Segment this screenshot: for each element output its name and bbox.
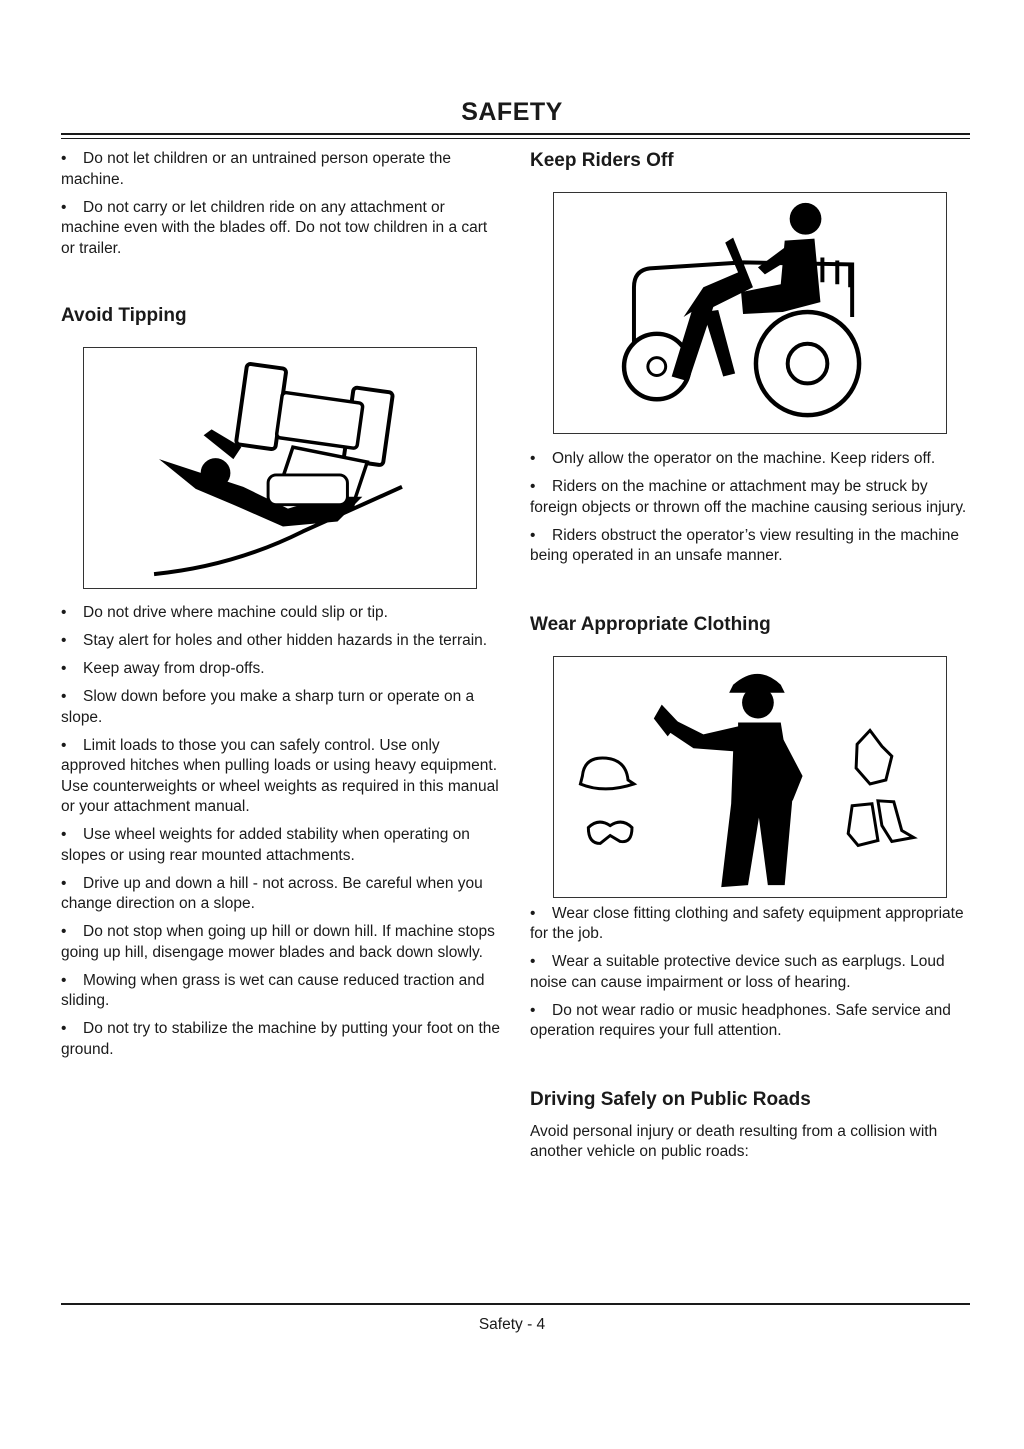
list-item: • Use wheel weights for added stability when operating on slopes or using rear mounted attachments. bbox=[61, 825, 501, 866]
avoid-tipping-illustration bbox=[83, 347, 477, 589]
list-item: • Drive up and down a hill - not across. Be careful when you change direction on a slope. bbox=[61, 874, 501, 915]
page-title: SAFETY bbox=[461, 98, 563, 126]
tractor-rider-icon bbox=[554, 193, 946, 433]
intro-bullet-list bbox=[61, 149, 501, 259]
tipping-tractor-icon bbox=[84, 348, 476, 588]
public-roads-heading: Driving Safely on Public Roads bbox=[530, 1088, 811, 1110]
keep-riders-off-bullet-list bbox=[530, 449, 970, 567]
keep-riders-off-heading: Keep Riders Off bbox=[530, 150, 674, 171]
avoid-tipping-bullet-list bbox=[61, 603, 501, 1060]
wear-clothing-heading: Wear Appropriate Clothing bbox=[530, 613, 771, 635]
list-item: • Only allow the operator on the machine. Keep riders off. bbox=[530, 449, 970, 470]
title-divider bbox=[61, 133, 970, 139]
list-item: • Do not drive where machine could slip or tip. bbox=[61, 603, 501, 624]
list-item: • Stay alert for holes and other hidden hazards in the terrain. bbox=[61, 631, 501, 652]
list-item: • Keep away from drop-offs. bbox=[61, 659, 501, 680]
public-roads-paragraph: Avoid personal injury or death resulting from a collision with another vehicle on public roads: bbox=[530, 1122, 938, 1160]
list-item: • Do not wear radio or music headphones. Safe service and operation requires your full attention. bbox=[530, 1001, 970, 1042]
left-column bbox=[61, 149, 501, 1068]
keep-riders-off-illustration bbox=[553, 192, 947, 434]
list-item: • Riders on the machine or attachment may be struck by foreign objects or thrown off the machine causing serious injury. bbox=[530, 477, 970, 518]
list-item: • Mowing when grass is wet can cause reduced traction and sliding. bbox=[61, 971, 501, 1012]
avoid-tipping-heading: Avoid Tipping bbox=[61, 305, 187, 326]
wear-clothing-illustration bbox=[553, 656, 947, 898]
safety-gear-icon bbox=[554, 657, 946, 897]
list-item: • Do not stop when going up hill or down hill. If machine stops going up hill, disengage mower blades and back down slowly. bbox=[61, 922, 501, 963]
list-item: • Wear close fitting clothing and safety equipment appropriate for the job. bbox=[530, 904, 970, 945]
list-item: • Do not carry or let children ride on any attachment or machine even with the blades off. Do not tow children in a cart or trailer. bbox=[61, 198, 501, 260]
list-item: • Wear a suitable protective device such as earplugs. Loud noise can cause impairment or loss of hearing. bbox=[530, 952, 970, 993]
footer-divider bbox=[61, 1303, 970, 1305]
list-item: • Limit loads to those you can safely control. Use only approved hitches when pulling loads or using heavy equipment. Use counterweights or wheel weights as required in this manual or your attachment manual. bbox=[61, 736, 501, 818]
list-item: • Riders obstruct the operator’s view resulting in the machine being operated in an unsafe manner. bbox=[530, 526, 970, 567]
page-number: Safety - 4 bbox=[478, 1316, 546, 1333]
list-item: • Do not let children or an untrained person operate the machine. bbox=[61, 149, 501, 190]
right-column bbox=[530, 149, 970, 1163]
list-item: • Slow down before you make a sharp turn or operate on a slope. bbox=[61, 687, 501, 728]
wear-clothing-bullet-list bbox=[530, 904, 970, 1042]
list-item: • Do not try to stabilize the machine by putting your foot on the ground. bbox=[61, 1019, 501, 1060]
